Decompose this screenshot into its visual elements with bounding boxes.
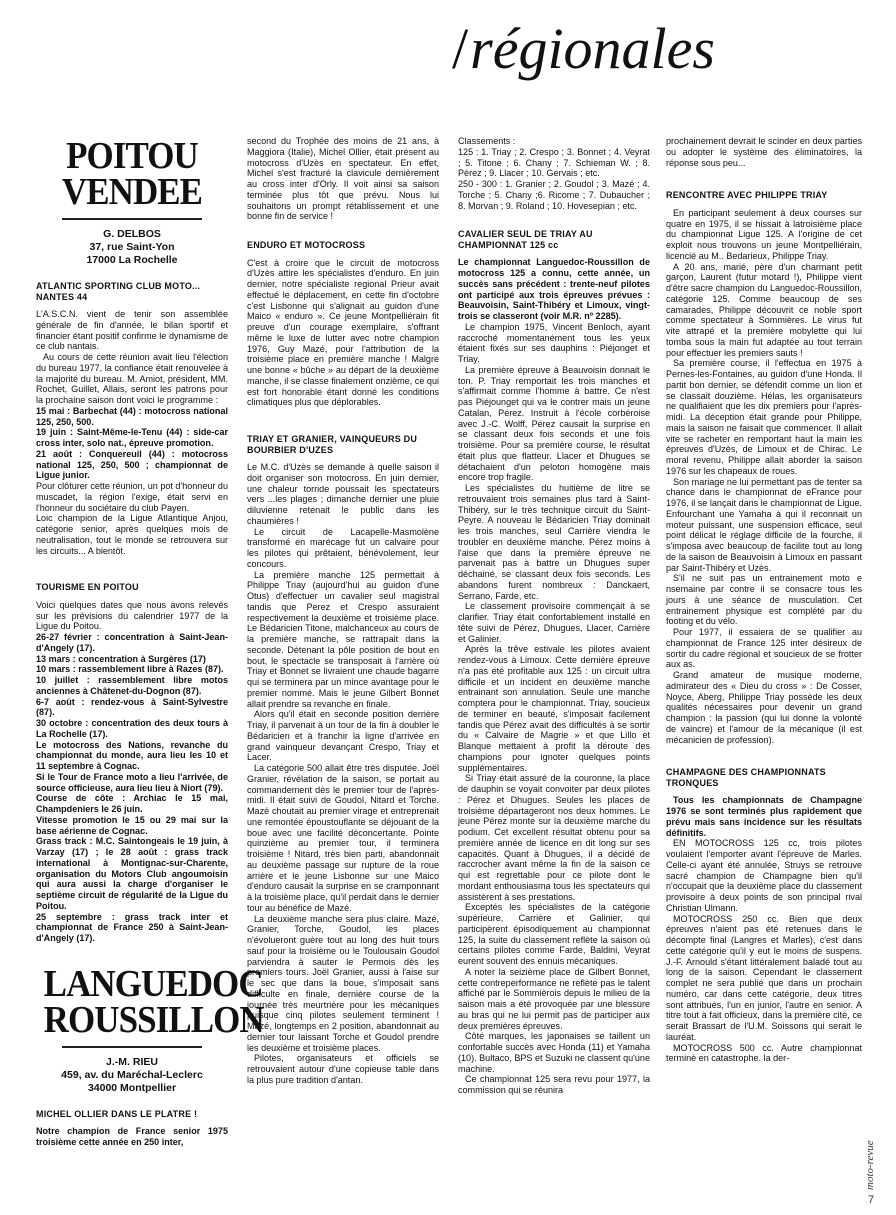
- article-paragraph: Après la trêve estivale les pilotes avaient rendez-vous à Limoux. Cette dernière épreuve n'a pas été profitable aux 125 : un circuit ultra difficile et un incident en deuxième manche entrainant son annulation. Seule une manche comptera pour le championnat. Triay, soucieux de terminer en beauté, s'imposait facilement tandis que Pérez avait des difficultés à se sortir du « Calvaire de Magrie » et que Lillo et Blanque mettaient à profit la déroute des champions pour ignoter quelques points supplémentaires.: [458, 644, 650, 773]
- article-paragraph: A 20 ans, marié, père d'un charmant petit garçon, Laurent (futur motard !), Philippe vient d'être sacre champion du Languedoc-Roussillon, catégorie 125. Comme beaucoup de ses camarades, Philippe découvrit ce noble sport comme spectateur à Sommières. Le virus fut vite attrapé et la première mobylette qui lui tomba sous la main fut adaptée au tout terrain pour effectuer les premiers sauts !: [666, 261, 862, 358]
- article-paragraph: Le motocross des Nations, revanche du championnat du monde, aura lieu les 10 et 11 septembre à Cognac.: [36, 739, 228, 771]
- article-paragraph: Si Triay était assuré de la couronne, la place de dauphin se voyait convoiter par deux pilotes : Pérez et Dhugues. Seules les places de troisième départageront nos deux hommes. Le jeune Pérez monte sur la deuxième marche du podium. Cet excellent résultat obtenu pour sa première année de licence en dit long sur ses capacités. Quant à Dhugues, il a décidé de raccrocher avant même la fin de la saison ce qui est regrettable pour ce pilote dont le mordant enthousiasma tous les spectateurs qui assistèrent à ses prestations.: [458, 773, 650, 902]
- article-paragraph: Notre champion de France senior 1975 troisième cette année en 250 inter,: [36, 1126, 228, 1147]
- article-paragraph: Tous les championnats de Champagne 1976 se sont terminés plus rapidement que prévu mais sans incidence sur les résultats définitifs.: [666, 795, 862, 838]
- article-paragraph: MOTOCROSS 250 cc. Bien que deux épreuves n'aient pas été retenues dans le décompte final (Langres et Marles), c'est dans cette catégorie qu'il y eut le moins de suspens. J.-F. Arnould s'étant littéralement baladé tout au long de la saison. Cependant le classement complet ne sera publié que dans un prochain numéro, car dans cette catégorie, deux titres sont attribués, l'un en junior, l'autre en senior. A titre tout à fait officieux, dans la première cité, ce serait Brassart de l'U.M. Soissons qui serait le lauréat.: [666, 913, 862, 1042]
- article-title: ATLANTIC SPORTING CLUB MOTO... NANTES 44: [36, 281, 201, 302]
- correspondent-address: [36, 228, 228, 267]
- masthead-slash: /: [452, 16, 469, 81]
- article-paragraph: Course de côte : Archiac le 15 mai, Champdeniers le 26 juin.: [36, 793, 228, 814]
- article-title: MICHEL OLLIER DANS LE PLATRE !: [36, 1108, 198, 1119]
- column-3: [458, 136, 650, 1206]
- article-paragraph: 30 octobre : concentration des deux tours à La Rochelle (17).: [36, 718, 228, 739]
- address-line: J.-M. RIEU: [106, 1055, 158, 1068]
- article-paragraph: La première manche 125 permettait à Philippe Triay (aujourd'hui au guidon d'une Otus) d'effectuer un cavalier seul magistral tandis que Perez et Crespo assuraient respectivement la deuxième et troisième place. Le Bédaricien Titone, malchanceux au cours de la première manche, se rattrapait dans la seconde. Détenant la pôle position de bout en bout, le spectacle se transposait à l'arrière où Triay et Bonnet se livraient une chaude bagarre qui se terminera par un mince avantage pour le premier nommé. Mais le jeune Gilbert Bonnet allait prendre sa revanche en finale.: [247, 569, 439, 709]
- divider: [62, 1046, 202, 1048]
- article-paragraph: MOTOCROSS 500 cc. Autre championnat terminé en catastrophe. la der-: [666, 1042, 862, 1064]
- article-paragraph: Voici quelques dates que nous avons relevés sur les prévisions du calendrier 1977 de la Ligue du Poitou.: [36, 599, 228, 632]
- address-line: 17000 La Rochelle: [86, 254, 178, 266]
- article-paragraph: 15 mai : Barbechat (44) : motocross national 125, 250, 500.: [36, 405, 228, 427]
- article-paragraph: La deuxième manche sera plus claire. Mazé, Granier, Torche, Goudol, les places n'évolueront guère tout au long des huit tours sauf pour la troisième ou le Toulousain Goudol parviendra à sauter le Permois dès les premiers tours. Joël Granier, aussi à l'aise sur le sec que dans la boue, s'imposait sans difficulte en finale, dernière course de la journée très meurtrière pour les mécaniques puisque cinq pilotes seulement terminent ! Mazé, longtemps en 2 position, abandonnait au dernier tour laissant Torche et Goudol prendre les deuxième et troisième places.: [247, 913, 439, 1053]
- article-paragraph: L'A.S.C.N. vient de tenir son assemblée générale de fin d'année, le bilan sportif et financier étant positif confirme le dynamisme de ce club nantais.: [36, 309, 228, 352]
- article-paragraph: Grand amateur de musique moderne, admirateur des « Dieu du cross » : De Cosser, Noyce, Aberg, Philippe Triay possède les deux qualités nécessaires pour devenir un grand champion : la passion (qui lui donne la volonté de vaincre) et l'amour de la mécanique (il est mécanicien de profession).: [666, 670, 862, 745]
- column-1: [36, 135, 264, 1208]
- article-title: TRIAY ET GRANIER, VAINQUEURS DU BOURBIER D'UZES: [247, 434, 418, 455]
- article-paragraph: 19 juin : Saint-Même-le-Tenu (44) : side-car cross inter, solo nat., épreuve promotion.: [36, 427, 228, 448]
- article-paragraph: S'il ne suit pas un entrainement moto e nsemaine par contre il se consacre tous les jours à une séance de musculation. Cet entrainement physique est complété par du footing et du vélo.: [666, 573, 862, 627]
- article-paragraph: 13 mars : concentration à Surgères (17): [36, 653, 206, 664]
- article-paragraph: 6-7 août : rendez-vous à Saint-Sylvestre (87).: [36, 696, 228, 718]
- article-paragraph: A noter la seizième place de Gilbert Bonnet, cette contreperformance ne reflète pas le talent affiché par le Sommièrois depuis le milieu de la saison mais a été provoquée par une blessure au bras qui ne lui permit pas de participer aux deux premières épreuves.: [458, 966, 650, 1031]
- article-paragraph: Exceptés les spécialistes de la catégorie supérieure, Carrière et Galinier, qui participèrent épisodiquement au championnat 125, la suite du classement reflète la saison où certains pilotes comme Farde, Baldini, Veyrat eurent souvent des ennuis mécaniques.: [458, 902, 650, 966]
- article-paragraph: Grass track : M.C. Saintongeais le 19 juin, à Varzay (17) ; le 28 août : grass track international à Montignac-sur-Charente, organisation du Motors Club angoumoisin qui aura aussi la charge d'organiser le septième circuit de régularité de la Ligue du Poitou.: [36, 836, 228, 911]
- column-4: [666, 136, 862, 1206]
- article-paragraph: 250 - 300 : 1. Granier ; 2. Goudol ; 3. Mazé ; 4. Torche ; 5. Chany ;6. Ricome ; 7. Dubaucher ; 8. Morvan ; 9. Roland ; 10. Hovesepian ; etc.: [458, 179, 650, 211]
- article-paragraph: Le circuit de Lacapelle-Masmolène transformé en marécage fut un calvaire pour les pilotes qui prêtaient, bénévolement, leur concours.: [247, 526, 439, 569]
- address-line: 37, rue Saint-Yon: [89, 241, 175, 253]
- article-paragraph: Les spécialistes du huitième de litre se retrouvaient trois semaines plus tard à Saint-Thibéry, sur le très technique circuit du Saint-Peyre. A nouveau le Bédaricien Triay dominait les trois manches, seul Carrière viendra le troubler en deuxième manche. Pérez moins à l'aise que dans la première épreuve ne parvenait pas à battre un Dhugues super déchainé, se classant deux fois seconds. Les abandons furent nombreux : Danckaert, Serrano, Farde, etc.: [458, 483, 650, 601]
- masthead-title: régionales: [470, 16, 715, 81]
- article-paragraph: 25 septembre : grass track inter et championnat de France 250 à Saint-Jean-d'Angely (17).: [36, 911, 228, 943]
- article-paragraph: Pour clôturer cette réunion, un pot d'honneur du muscadet, la région l'exige, était servi en l'honneur du sociétaire du club Payen.: [36, 481, 228, 513]
- article-paragraph: 125 : 1. Triay ; 2. Crespo ; 3. Bonnet ; 4. Veyrat ; 5. Titone ; 6. Chany ; 7. Schieman W. ; 8. Pérez ; 9. Llacer ; 10. Gervais ; etc.: [458, 146, 650, 179]
- article-paragraph: Sa première course, il l'effectua en 1975 à Pernes-les-Fontaines, au guidon d'une Honda. Il partit bon dernier, se défendit comme un lion et se classait douzième. Hélas, les organisateurs ne qualifiaient que les dix premiers pour l'après-midi. La déception était grande pour Philippe, mais la saison ne faisait que commencer. Il allait vite se racheter en remportant haut la main les épreuves d'Uzès, de Limoux et de Chirac. Le moral revenu, Philippe allait aborder la saison 1976 sur les chapeaux de roues.: [666, 358, 862, 476]
- article-paragraph: Pilotes, organisateurs et officiels se retrouvaient autour d'une copieuse table dans la plus pure tradition d'antan.: [247, 1053, 439, 1085]
- article-paragraph: prochainement devrait le scinder en deux parties ou adopter le système des éliminatoires, la réponse sous peu...: [666, 136, 862, 168]
- article-paragraph: Pour 1977, il essaiera de se qualifier au championnat de France 125 inter désireux de sortir du cadre régional et soucieux de se frotter aux as.: [666, 627, 862, 670]
- article-paragraph: Ce championnat 125 sera revu pour 1977, la commission qui se réunira: [458, 1074, 650, 1095]
- article-title: TOURISME EN POITOU: [36, 582, 139, 593]
- article-paragraph: second du Trophée des moins de 21 ans, à Maggiora (Italie), Michel Ollier, était présent au motocross d'Uzès en spectateur. En effet, Michel s'est fracturé la clavicule dernièrement au cross inter d'Orly. Il voit ainsi sa saison terminée plus tôt que prévu. Nous lui souhaitons un prompt rétablissement et une bonne fin de service !: [247, 136, 439, 222]
- article-paragraph: En participant seulement à deux courses sur quatre en 1975, il se hissait à latroisième place du championnat Ligue 125. A l'origine de cet exploit nous trouvons un jeune Montpelliérain, licencié au M.. Bedarieux, Philippe Triay.: [666, 207, 862, 261]
- article-paragraph: EN MOTOCROSS 125 cc, trois pilotes voulaient l'emporter avant l'épreuve de Marles. Celle-ci ayant été annulée, Struys se retrouve sacré champion de Champagne bien qu'il n'occupait que la deuxième place du classement provisoire à deux points de son principal rival Christian Ulmann.: [666, 838, 862, 913]
- address-line: 34000 Montpellier: [87, 1081, 177, 1094]
- article-title: ENDURO ET MOTOCROSS: [247, 240, 366, 250]
- article-paragraph: Si le Tour de France moto a lieu l'arrivée, de source officieuse, aura lieu lieu à Niort (79).: [36, 771, 228, 793]
- article-paragraph: 21 août : Conquereuil (44) : motocross national 125, 250, 500 ; championnat de Ligue junior.: [36, 448, 228, 481]
- article-paragraph: Côté marques, les japonaises se taillent un confortable succès avec Honda (11) et Yamaha (10). Bultaco, BPS et Suzuki ne classent qu'une machine.: [458, 1031, 650, 1074]
- correspondent-address: [36, 1056, 228, 1095]
- magazine-name-vertical: moto-revue: [864, 1140, 876, 1190]
- article-title: CHAMPAGNE DES CHAMPIONNATS TRONQUES: [666, 767, 826, 788]
- article-paragraph: Le classement provisoire commençait à se clarifier. Triay était confortablement installé en tête suivi de Pérez, Dhugues, Llacer, Carrière et Galinier.: [458, 601, 650, 644]
- article-title: RENCONTRE AVEC PHILIPPE TRIAY: [666, 190, 828, 201]
- article-paragraph: Loic champion de la Ligue Atlantique Anjou, catégorie senior, après quelques mois de neutralisation, tout le monde se retrouvera sur les circuits... A bientôt.: [36, 513, 228, 556]
- region-heading-line: VENDEE: [61, 171, 203, 213]
- article-paragraph: La catégorie 500 allait être très disputée. Joël Granier, révélation de la saison, se portait au commandement dès le premier tour de l'après-midi. Il était suivi de Goudol, Nitard et Torche. Mazé choutait au premier virage et entreprenait une remontée époustouflante se déjouant de la boue avec une facilité déconcertante. Pointe quinzième au premier tour, il terminera troisième ! Nitard, très bien parti, abandonnait au deuxième passage sur rupture de la roue arrière et le jeune Lisbonne sur une Maico d'enduro causait la surprise en se cramponnant à la troisième place, qu'il perdait dans le dernier tour au bénéfice de Mazé.: [247, 763, 439, 913]
- article-paragraph: Le championnat Languedoc-Roussillon de motocross 125 a connu, cette année, un succès sans précédent : trente-neuf pilotes ont participé aux trois épreuves prévues : Beauvoisin, Saint-Thibéry et Limoux, vingt-trois se classeront (voir M.R. nº 2285).: [458, 257, 650, 321]
- article-paragraph: Classements :: [458, 136, 516, 146]
- article-title: CAVALIER SEUL DE TRIAY AU CHAMPIONNAT 125 cc: [458, 229, 593, 250]
- address-line: 459, av. du Maréchal-Leclerc: [61, 1068, 203, 1081]
- article-paragraph: Le M.C. d'Uzès se demande à quelle saison il doit organiser son motocross. En juin dernier, une chaleur torride poussait les spectateurs vers ...les plages ; dimanche dernier une pluie diluvienne retenait le public dans les chaumières !: [247, 462, 439, 526]
- region-heading-poitou: [44, 135, 221, 213]
- section-masthead: [452, 14, 892, 94]
- page-number: 7: [868, 1194, 875, 1206]
- article-paragraph: 10 mars : rassemblement libre à Razes (87).: [36, 664, 224, 675]
- article-paragraph: C'est à croire que le circuit de motocross d'Uzès attire les spécialistes d'enduro. En juin dernier, notre spécialiste regional Prieur avait effectué le déplacement, en cette fin d'octobre c'est Lisbonne qui s'alignait au guidon d'une Maico « enduro ». Ce jeune Montpelliérain fit preuve d'un courage exemplaire, s'offrant même le luxe de lutter avec notre champion 1976, Guy Mazé, pour l'attribution de la troisième place en première manche ! Malgré une bonne « bûche » au départ de la deuxième manche, il se classe finalement onzième, ce qui est fort honorable étant donné les conditions climatiques plus que déplorables.: [247, 257, 439, 408]
- region-heading-line: LANGUEDOC: [43, 962, 263, 1005]
- divider: [62, 218, 202, 220]
- article-paragraph: Alors qu'il était en seconde position derrière Triay, il parvenait à un tour de la fin à doubler le Bédaricien et à franchir la ligne d'arrivée en grand vainqueur devançant Crespo, Triay et Lacer.: [247, 709, 439, 763]
- region-heading-languedoc: [43, 962, 264, 1041]
- article-paragraph: Le champion 1975, Vincent Benloch, ayant raccroché momentanément tous les yeux étaient fixés sur ses dauphins : Piéjonget et Triay.: [458, 321, 650, 364]
- article-paragraph: 10 juillet : rassemblement libre motos anciennes à Châtenet-du-Dognon (87).: [36, 675, 228, 696]
- article-paragraph: Son mariage ne lui permettant pas de tenter sa chance dans le championnat de eFrance pour 1976, il se lançait dans le championnat de Ligue. Enfourchant une Yamaha à qui il reconnait un moteur puissant, une suspension efficace, seul point délicat le réglage difficile de la fourche, il s'imposa avec beaucoup de facilite tout au long de la saison de Beauvoisin à Limoux en passant par Saint-Thibéry et Uzès.: [666, 476, 862, 573]
- column-2: [247, 136, 439, 1206]
- region-heading-line: ROUSSILLON: [43, 998, 264, 1041]
- address-line: G. DELBOS: [103, 228, 161, 240]
- article-paragraph: 26-27 février : concentration à Saint-Jean-d'Angely (17).: [36, 632, 228, 653]
- region-heading-line: POITOU: [66, 135, 198, 177]
- article-paragraph: La première épreuve à Beauvoisin donnait le ton. P. Triay remportait les trois manches et s'affirmait comme l'homme à battre. Ce n'est pas Piéjounget qui va le contrer mais un jeune Catalan, Pérez. Instruit à l'école corbéroise avec J.-C. Wolff, Pérez causait la surprise en se classant deux fois seconds et une fois troisième. Pour sa première course, le résultat était plus que flatteur. Llacer et Dhugues se détachaient d'un peloton homogène mais encore trop fragile.: [458, 364, 650, 483]
- article-paragraph: Vitesse promotion le 15 ou 29 mai sur la base aérienne de Cognac.: [36, 814, 228, 836]
- article-paragraph: Au cours de cette réunion avait lieu l'élection du bureau 1977, la confiance était renouvelée à la majorité du bureau. M. Amiot, président, MM. Rochet, Guillet, Allais, seront les patrons pour la prochaine saison dont voici le programme :: [36, 352, 228, 405]
